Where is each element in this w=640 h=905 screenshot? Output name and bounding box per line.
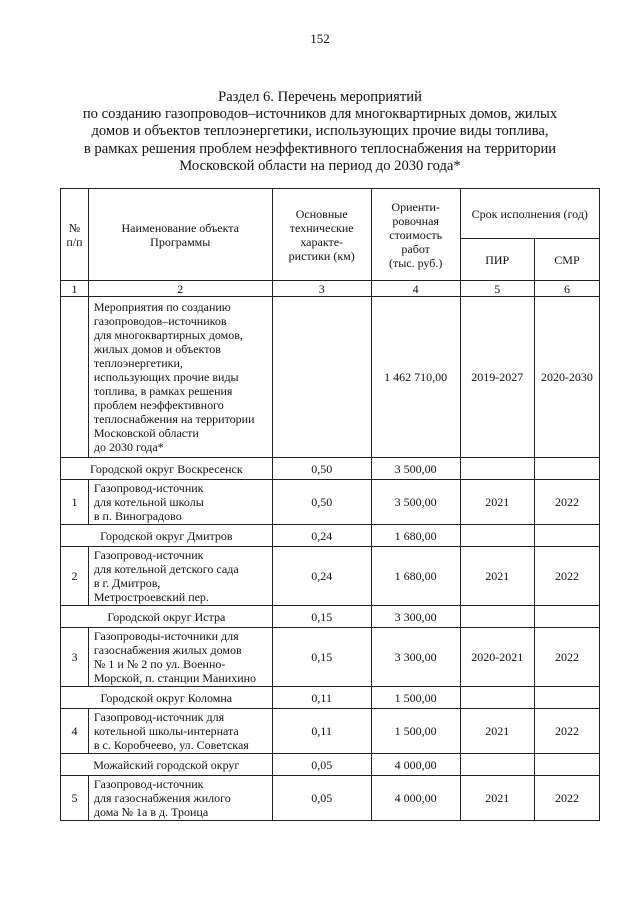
- item-name: Газопровод-источник для котельной школы в п. Виноградово: [88, 480, 272, 525]
- item-num: 3: [61, 628, 89, 687]
- district-name: Городской округ Воскресенск: [61, 458, 273, 480]
- item-smr: 2022: [534, 480, 599, 525]
- header-cost: Ориенти- ровочная стоимость работ (тыс. руб.): [371, 189, 460, 281]
- district-specs: 0,05: [272, 754, 371, 776]
- item-name: Газопровод-источник для котельной детского сада в г. Дмитров, Метростроевский пер.: [88, 547, 272, 606]
- column-number: 2: [88, 281, 272, 297]
- summary-cost: 1 462 710,00: [371, 297, 460, 458]
- district-row: [61, 525, 600, 547]
- header-num: № п/п: [61, 189, 89, 281]
- item-cost: 3 500,00: [371, 480, 460, 525]
- item-specs: 0,05: [272, 776, 371, 821]
- district-name: Городской округ Дмитров: [61, 525, 273, 547]
- district-row: [61, 687, 600, 709]
- summary-num: [61, 297, 89, 458]
- item-num: 5: [61, 776, 89, 821]
- title-line: в рамках решения проблем неэффективного теплоснабжения на территории: [83, 140, 557, 157]
- summary-smr: 2020-2030: [534, 297, 599, 458]
- title-line: домов и объектов теплоэнергетики, использующих прочие виды топлива,: [91, 123, 549, 140]
- column-number: 6: [534, 281, 599, 297]
- district-specs: 0,24: [272, 525, 371, 547]
- item-row: [61, 547, 600, 606]
- item-row: [61, 480, 600, 525]
- summary-row: [61, 297, 600, 458]
- title-line: Московской области на период до 2030 года*: [179, 157, 461, 174]
- item-row: [61, 709, 600, 754]
- item-num: 2: [61, 547, 89, 606]
- item-smr: 2022: [534, 547, 599, 606]
- title-line: Раздел 6. Перечень мероприятий: [218, 89, 422, 105]
- district-smr: [534, 754, 599, 776]
- district-specs: 0,11: [272, 687, 371, 709]
- district-pir: [460, 754, 534, 776]
- measures-table: [60, 188, 600, 821]
- item-cost: 1 500,00: [371, 709, 460, 754]
- district-pir: [460, 525, 534, 547]
- page-number: 152: [310, 31, 330, 46]
- district-row: [61, 754, 600, 776]
- district-pir: [460, 458, 534, 480]
- item-cost: 1 680,00: [371, 547, 460, 606]
- item-name: Газопроводы-источники для газоснабжения жилых домов № 1 и № 2 по ул. Военно- Морской, п. станции Манихино: [88, 628, 272, 687]
- item-cost: 4 000,00: [371, 776, 460, 821]
- item-pir: 2021: [460, 547, 534, 606]
- header-specs: Основные технические характе- ристики (км): [272, 189, 371, 281]
- district-smr: [534, 458, 599, 480]
- item-num: 1: [61, 480, 89, 525]
- item-smr: 2022: [534, 776, 599, 821]
- item-smr: 2022: [534, 628, 599, 687]
- district-pir: [460, 606, 534, 628]
- item-pir: 2020-2021: [460, 628, 534, 687]
- district-cost: 1 500,00: [371, 687, 460, 709]
- item-name: Газопровод-источник для газоснабжения жилого дома № 1а в д. Троица: [88, 776, 272, 821]
- item-row: [61, 776, 600, 821]
- item-specs: 0,24: [272, 547, 371, 606]
- column-number: 4: [371, 281, 460, 297]
- column-number: 5: [460, 281, 534, 297]
- header-term: Срок исполнения (год): [460, 189, 599, 239]
- district-row: [61, 458, 600, 480]
- district-name: Городской округ Истра: [61, 606, 273, 628]
- title-line: по созданию газопроводов–источников для многоквартирных домов, жилых: [82, 106, 558, 123]
- district-name: Городской округ Коломна: [61, 687, 273, 709]
- column-number: 3: [272, 281, 371, 297]
- item-pir: 2021: [460, 709, 534, 754]
- item-smr: 2022: [534, 709, 599, 754]
- district-cost: 1 680,00: [371, 525, 460, 547]
- summary-pir: 2019-2027: [460, 297, 534, 458]
- district-row: [61, 606, 600, 628]
- district-smr: [534, 606, 599, 628]
- district-specs: 0,50: [272, 458, 371, 480]
- district-cost: 4 000,00: [371, 754, 460, 776]
- item-cost: 3 300,00: [371, 628, 460, 687]
- district-smr: [534, 525, 599, 547]
- district-cost: 3 300,00: [371, 606, 460, 628]
- district-smr: [534, 687, 599, 709]
- header-pir: ПИР: [460, 239, 534, 281]
- district-cost: 3 500,00: [371, 458, 460, 480]
- header-name: Наименование объекта Программы: [88, 189, 272, 281]
- district-pir: [460, 687, 534, 709]
- district-name: Можайский городской округ: [61, 754, 273, 776]
- column-number: 1: [61, 281, 89, 297]
- header-smr: СМР: [534, 239, 599, 281]
- item-num: 4: [61, 709, 89, 754]
- item-specs: 0,50: [272, 480, 371, 525]
- item-row: [61, 628, 600, 687]
- section-title: [40, 89, 600, 175]
- summary-specs: [272, 297, 371, 458]
- item-specs: 0,11: [272, 709, 371, 754]
- item-pir: 2021: [460, 480, 534, 525]
- district-specs: 0,15: [272, 606, 371, 628]
- summary-name: Мероприятия по созданию газопроводов–источников для многоквартирных домов, жилых домов и объектов теплоэнергетики, использующих прочие виды топлива, в рамках решения проблем неэффективного теплоснабжения на территории Московской области до 2030 года*: [88, 297, 272, 458]
- item-name: Газопровод-источник для котельной школы-интерната в с. Коробчеево, ул. Советская: [88, 709, 272, 754]
- item-pir: 2021: [460, 776, 534, 821]
- item-specs: 0,15: [272, 628, 371, 687]
